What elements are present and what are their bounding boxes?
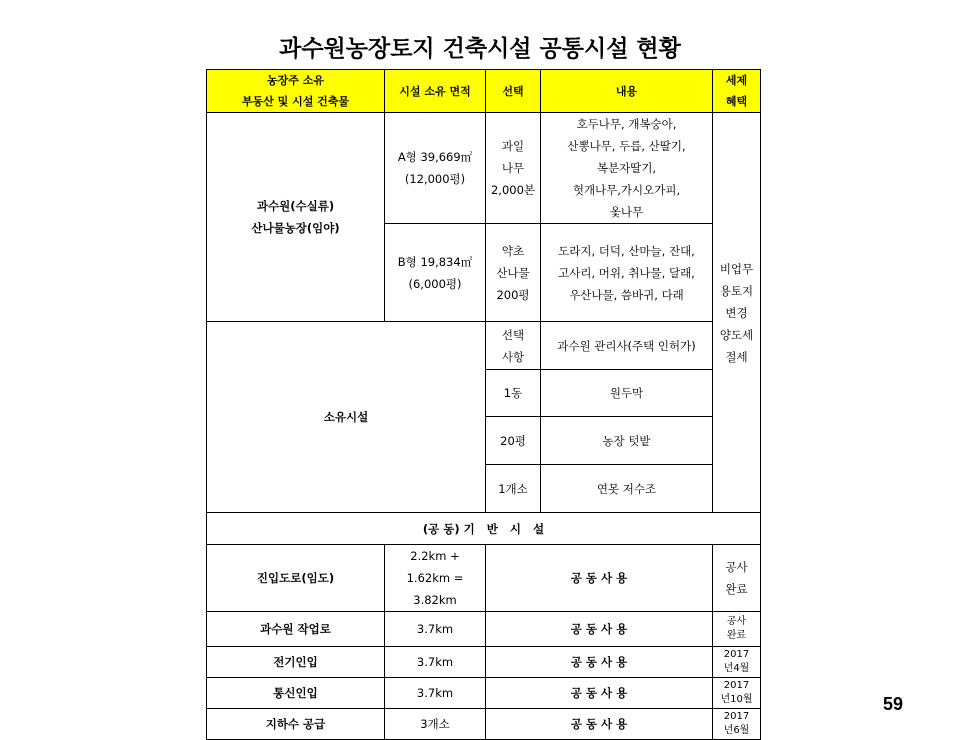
page-number: 59: [882, 694, 903, 714]
owned-selection: 1동: [486, 370, 541, 417]
type-a-content: 호두나무, 개복숭아, 산뽕나무, 두릅, 산딸기, 복분자딸기, 헛개나무,가시오가피, 옻나무: [541, 113, 713, 224]
facility-table: [206, 69, 761, 740]
common-usage: 공 동 사 용: [486, 612, 713, 647]
type-b-selection: 약초 산나물 200평: [486, 224, 541, 322]
type-b-content: 도라지, 더덕, 산마늘, 잔대, 고사리, 머위, 취나물, 달래, 우산나물, 씀바귀, 다래: [541, 224, 713, 322]
owned-content: 농장 텃밭: [541, 417, 713, 465]
header-owner-property: 농장주 소유 부동산 및 시설 건축물: [207, 70, 385, 113]
owned-selection: 선택 사항: [486, 322, 541, 370]
common-status: 2017 년4월: [713, 647, 761, 678]
common-name: 전기인입: [207, 647, 385, 678]
table-row: [207, 678, 761, 709]
common-infrastructure-header: (공 동) 기 반 시 설: [207, 513, 761, 545]
owned-content: 과수원 관리사(주택 인허가): [541, 322, 713, 370]
common-status: 2017 년10월: [713, 678, 761, 709]
common-name: 지하수 공급: [207, 709, 385, 740]
common-status: 공사 완료: [713, 545, 761, 612]
common-length: 3개소: [385, 709, 486, 740]
header-area: 시설 소유 면적: [385, 70, 486, 113]
table-row: [207, 647, 761, 678]
common-status: 공사 완료: [713, 612, 761, 647]
type-a-selection: 과일 나무 2,000본: [486, 113, 541, 224]
owned-category: 소유시설: [207, 322, 486, 513]
table-row: [207, 545, 761, 612]
type-b-area: B형 19,834㎡ (6,000평): [385, 224, 486, 322]
tax-benefit: 비업무 용토지 변경 양도세 절세: [713, 113, 761, 513]
header-tax-benefit: 세제 혜택: [713, 70, 761, 113]
common-usage: 공 동 사 용: [486, 709, 713, 740]
common-usage: 공 동 사 용: [486, 647, 713, 678]
common-status: 2017 년6월: [713, 709, 761, 740]
type-a-area: A형 39,669㎡ (12,000평): [385, 113, 486, 224]
page-title: 과수원농장토지 건축시설 공통시설 현황: [279, 36, 681, 62]
common-usage: 공 동 사 용: [486, 678, 713, 709]
common-length: 3.7km: [385, 647, 486, 678]
common-name: 진입도로(임도): [207, 545, 385, 612]
table-row: [207, 513, 761, 545]
owned-content: 원두막: [541, 370, 713, 417]
table-header-row: [207, 70, 761, 113]
common-name: 통신인입: [207, 678, 385, 709]
common-usage: 공 동 사 용: [486, 545, 713, 612]
table-row: [207, 612, 761, 647]
header-content: 내용: [541, 70, 713, 113]
orchard-category: 과수원(수실류) 산나물농장(임야): [207, 113, 385, 322]
common-length: 3.7km: [385, 612, 486, 647]
common-length: 3.7km: [385, 678, 486, 709]
owned-selection: 20평: [486, 417, 541, 465]
header-selection: 선택: [486, 70, 541, 113]
common-name: 과수원 작업로: [207, 612, 385, 647]
owned-selection: 1개소: [486, 465, 541, 513]
table-row: [207, 113, 761, 224]
table-row: [207, 322, 761, 370]
owned-content: 연못 저수조: [541, 465, 713, 513]
common-length: 2.2km + 1.62km = 3.82km: [385, 545, 486, 612]
table-row: [207, 709, 761, 740]
